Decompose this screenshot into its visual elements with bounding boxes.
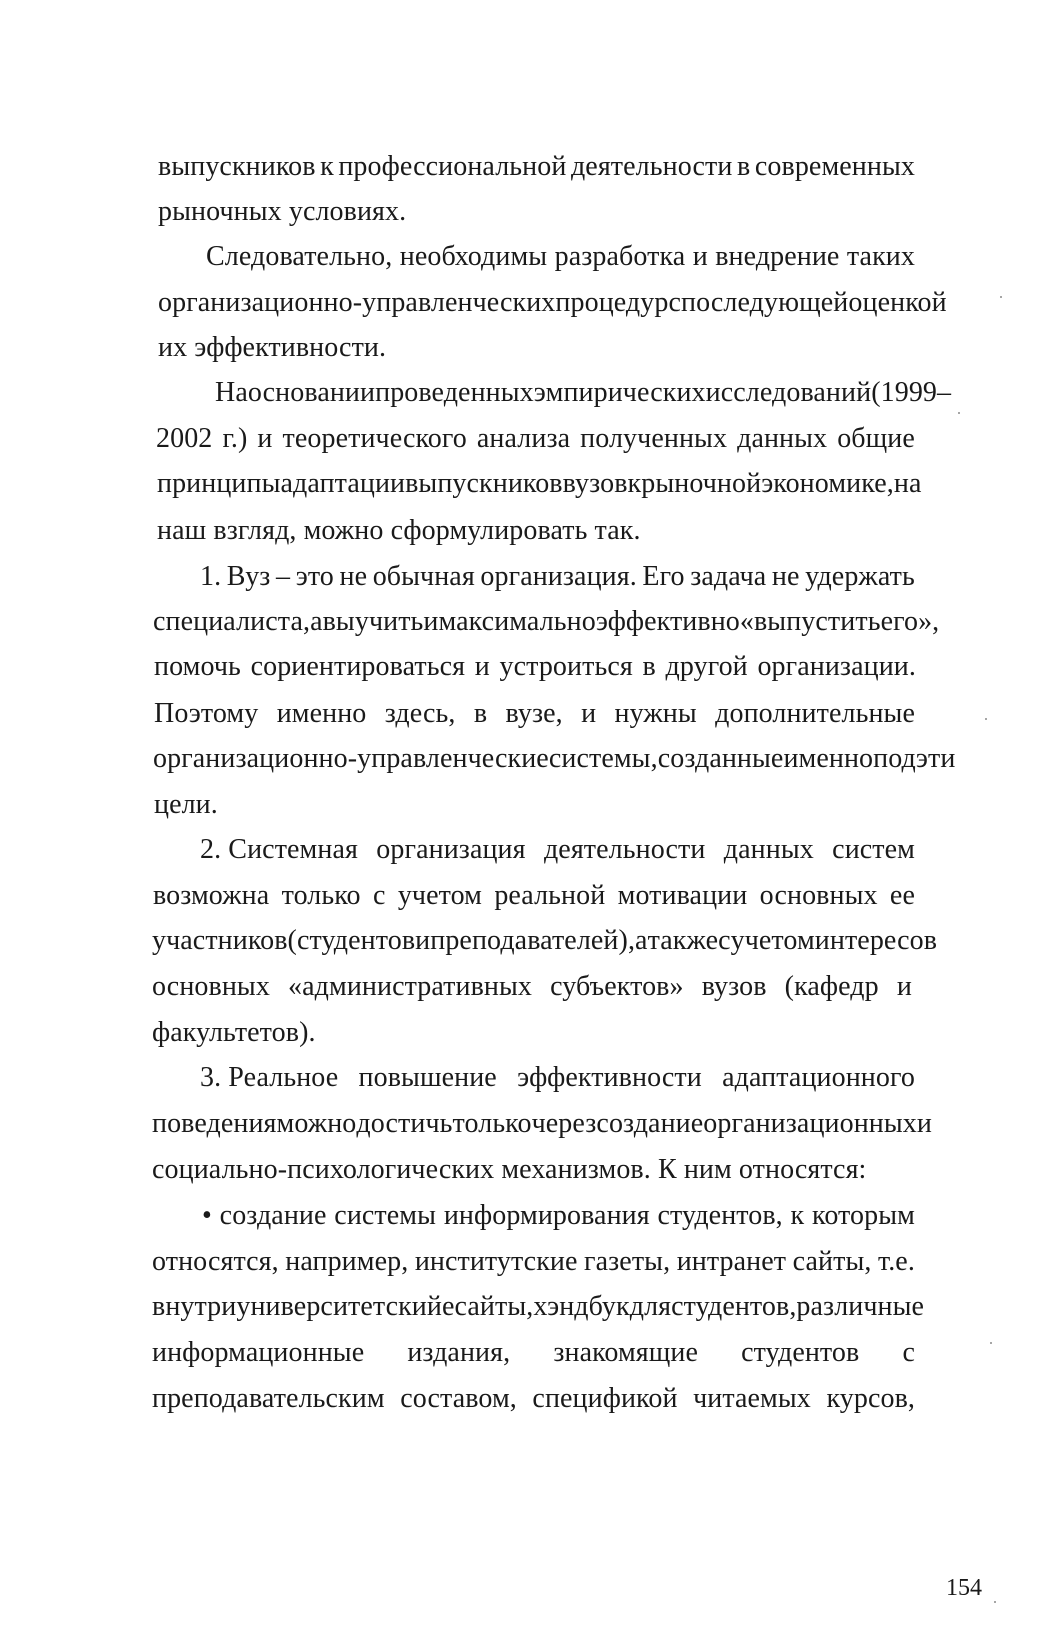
text-word: внутриуниверситетскийе (152, 1291, 455, 1322)
text-word: к (790, 1200, 805, 1231)
text-word: реальной (494, 880, 606, 911)
text-word: процедур (555, 287, 669, 318)
scan-speck (990, 1342, 992, 1344)
text-word: относятся, (152, 1246, 279, 1277)
text-line (206, 240, 915, 274)
text-word: системы (334, 1200, 437, 1231)
text-word: эффективно (595, 606, 740, 637)
text-word: анализа (476, 423, 571, 454)
text-word: нужны (614, 698, 697, 729)
text-word: максимально (438, 606, 596, 637)
text-word: г.) (222, 423, 248, 454)
text-word: повышение (358, 1062, 497, 1093)
text-line (152, 924, 938, 958)
text-word: с (902, 1337, 915, 1368)
text-line (152, 1336, 915, 1370)
text-word: современных (754, 151, 915, 182)
text-word: разработка (554, 241, 686, 272)
text-word: принципы (157, 468, 281, 499)
text-word: именно (783, 743, 874, 774)
text-word: студентов (741, 1337, 860, 1368)
text-word: данных (723, 834, 814, 865)
text-word: здесь, (384, 698, 456, 729)
text-word: Его (642, 561, 685, 592)
text-word: которым (812, 1200, 915, 1231)
text-word: теоретического (282, 423, 467, 454)
text-line (152, 1382, 915, 1416)
text-word: ее (889, 880, 915, 911)
text-word: организация. (480, 561, 637, 592)
text-line: рыночных условиях. (158, 196, 407, 227)
text-word: т.е. (877, 1246, 915, 1277)
text-word: газеты, (584, 1246, 671, 1277)
text-word: и (916, 1108, 932, 1139)
text-word: устроиться (499, 651, 633, 682)
text-line (152, 1245, 915, 1279)
scan-speck (985, 718, 987, 720)
text-line (200, 833, 915, 867)
text-word: «выпустить (739, 606, 881, 637)
text-word: к (627, 468, 642, 499)
text-word: организационно-управленческих (158, 287, 556, 318)
text-word: и (474, 651, 490, 682)
text-line (157, 467, 922, 501)
text-word: студентов, (657, 1200, 783, 1231)
text-line: факультетов). (152, 1017, 316, 1048)
text-word: выпускников (158, 151, 316, 182)
text-word: (кафедр (784, 971, 879, 1002)
text-word: Следовательно, (206, 241, 393, 272)
text-word: эти (915, 743, 956, 774)
text-word: организация (376, 834, 526, 865)
text-word: с (718, 925, 731, 956)
text-line (202, 1199, 915, 1233)
text-word: выпускников (405, 468, 563, 499)
text-word: удержать (805, 561, 915, 592)
text-word: основных (759, 880, 878, 911)
text-word: мотивации (617, 880, 748, 911)
text-word: рыночной (641, 468, 762, 499)
text-word: 2. Системная (200, 834, 358, 865)
text-word: и (692, 241, 708, 272)
text-word: 1. (200, 561, 222, 592)
text-word: 2002 (156, 423, 213, 454)
text-word: экономике, (761, 468, 894, 499)
text-word: организационных (703, 1108, 917, 1139)
text-word: – (937, 377, 952, 408)
text-word: 3. Реальное (200, 1062, 339, 1093)
text-word: последующей (681, 287, 849, 318)
text-word: преподавателей), (430, 925, 636, 956)
text-word: субъектов» (550, 971, 684, 1002)
text-word: и (423, 606, 439, 637)
text-word: на (893, 468, 922, 499)
text-word: дополнительные (715, 698, 915, 729)
text-word: и (581, 698, 597, 729)
text-word: информирования (443, 1200, 650, 1231)
scan-speck (958, 412, 960, 414)
text-word: и (896, 971, 912, 1002)
text-word: учетом (730, 925, 815, 956)
text-word: обычная (372, 561, 475, 592)
text-word: в (737, 151, 751, 182)
text-word: вузе, (505, 698, 563, 729)
text-word: адаптационного (722, 1062, 915, 1093)
text-word: в (473, 698, 488, 729)
text-word: читаемых (693, 1383, 811, 1414)
text-word: необходимы (399, 241, 548, 272)
text-line: наш взгляд, можно сформулировать так. (157, 515, 641, 546)
text-word: составом, (400, 1383, 517, 1414)
text-word: проведенных (375, 377, 534, 408)
text-line: цели. (154, 789, 218, 820)
text-word: эффективности (517, 1062, 702, 1093)
text-word: специалиста, (153, 606, 311, 637)
text-word: через (531, 1108, 597, 1139)
text-word: организационно-управленческие (153, 743, 549, 774)
text-word: хэндбук (533, 1291, 630, 1322)
text-word: издания, (407, 1337, 511, 1368)
scan-speck (1000, 296, 1002, 298)
text-word: задача (690, 561, 767, 592)
text-word: возможна (153, 880, 270, 911)
scan-speck (994, 1601, 996, 1603)
text-word: (1999 (871, 377, 938, 408)
text-line (200, 560, 915, 594)
text-word: «административных (288, 971, 533, 1002)
text-word: учетом (397, 880, 482, 911)
text-word: адаптации (280, 468, 406, 499)
text-word: его», (880, 606, 940, 637)
text-line (153, 879, 915, 913)
text-line (200, 1061, 915, 1095)
text-line (152, 970, 912, 1004)
text-word: курсов, (826, 1383, 915, 1414)
text-word: создание (596, 1108, 704, 1139)
text-word: исследований (705, 377, 872, 408)
text-word: деятельности (543, 834, 706, 865)
text-line (154, 697, 915, 731)
text-word: Поэтому (154, 698, 259, 729)
text-word: Вуз (226, 561, 271, 592)
text-line: их эффективности. (158, 332, 387, 363)
text-word: деятельности (570, 151, 733, 182)
text-word: таких (846, 241, 915, 272)
text-word: выучить (322, 606, 424, 637)
text-line (153, 742, 956, 776)
text-word: помочь (154, 651, 241, 682)
text-line (158, 150, 915, 184)
text-word: поведения (152, 1108, 277, 1139)
text-word: к (320, 151, 334, 182)
text-word: и (257, 423, 273, 454)
text-word: и (415, 925, 431, 956)
text-word: оценкой (848, 287, 947, 318)
text-word: полученных (580, 423, 728, 454)
text-word: только (281, 880, 361, 911)
text-word: интересов (814, 925, 938, 956)
text-word: вузов (562, 468, 628, 499)
text-word: профессиональной (338, 151, 567, 182)
text-word: не (771, 561, 800, 592)
text-word: например, (285, 1246, 409, 1277)
text-word: можно (276, 1108, 357, 1139)
text-word: другой (665, 651, 748, 682)
text-word: эмпирических (533, 377, 706, 408)
text-word: систем (832, 834, 915, 865)
text-word: студентов, (671, 1291, 797, 1322)
text-word: основных (152, 971, 270, 1002)
text-line (215, 376, 952, 410)
text-word: с (668, 287, 682, 318)
page-number: 154 (946, 1575, 982, 1601)
text-word: достичь (356, 1108, 453, 1139)
text-word: созданные (657, 743, 784, 774)
text-word: интранет (676, 1246, 787, 1277)
text-word: вузов (701, 971, 767, 1002)
text-word: не (339, 561, 368, 592)
text-word: именно (276, 698, 367, 729)
text-word: сориентироваться (250, 651, 466, 682)
text-word: с (372, 880, 386, 911)
text-word: спецификой (532, 1383, 678, 1414)
text-line (158, 286, 947, 320)
text-word: преподавательским (152, 1383, 385, 1414)
text-line (152, 1107, 932, 1141)
text-word: различные (796, 1291, 925, 1322)
text-line (156, 422, 915, 456)
text-line (154, 650, 916, 684)
text-word: • (202, 1200, 212, 1231)
text-word: знакомящие (553, 1337, 699, 1368)
text-word: а (310, 606, 323, 637)
text-word: создание (219, 1200, 327, 1231)
text-word: – (276, 561, 291, 592)
text-line: социально-психологических механизмов. К ним относятся: (152, 1154, 867, 1185)
text-word: сайты, (454, 1291, 534, 1322)
text-word: данных (737, 423, 828, 454)
text-word: информационные (152, 1337, 365, 1368)
text-word: а (635, 925, 648, 956)
text-word: это (295, 561, 334, 592)
text-line (153, 605, 940, 639)
text-word: сайты, (792, 1246, 872, 1277)
text-word: системы, (548, 743, 658, 774)
text-word: институтские (414, 1246, 578, 1277)
text-word: внедрение (715, 241, 840, 272)
text-word: общие (837, 423, 915, 454)
text-word: участников (152, 925, 288, 956)
text-word: На (215, 377, 248, 408)
text-word: основании (247, 377, 376, 408)
text-word: в (642, 651, 656, 682)
text-word: (студентов (287, 925, 416, 956)
text-word: также (647, 925, 719, 956)
text-word: только (452, 1108, 532, 1139)
text-word: под (873, 743, 916, 774)
text-word: для (629, 1291, 672, 1322)
text-word: организации. (757, 651, 916, 682)
text-line (152, 1290, 925, 1324)
